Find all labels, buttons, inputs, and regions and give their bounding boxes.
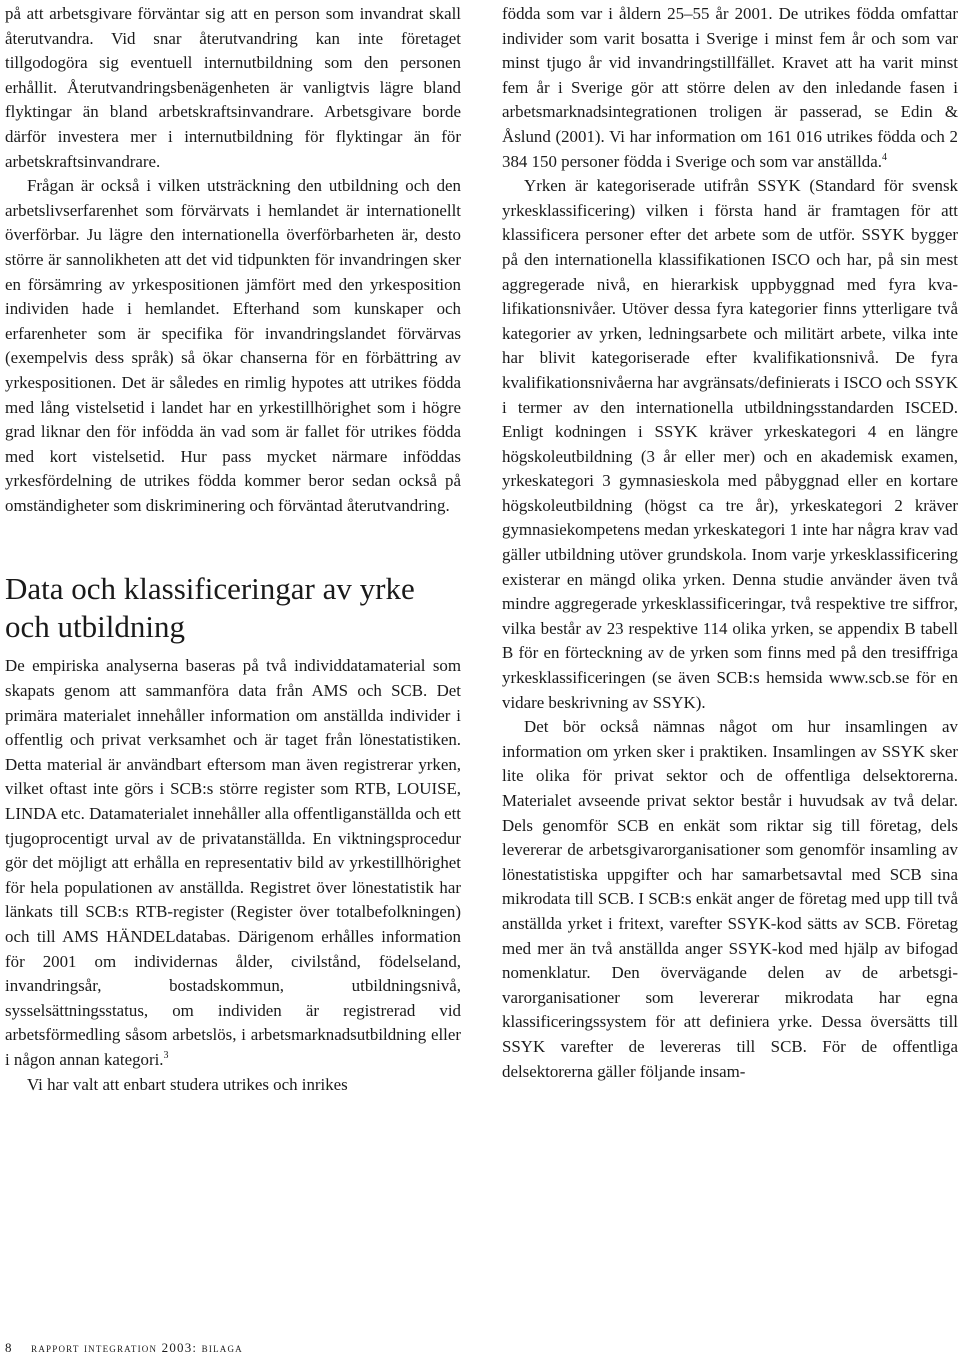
paragraph: Det bör också nämnas något om hur insamlingen av information om yrken sker i praktiken. Insamlingen av SSYK sker lite olika för privat sektor och de offentliga delsektorerna. Materialet avseende privat sektor består i huvudsak av två delar. Dels genomför SCB en enkät som riktar sig till företag, dels levererar de arbetsgivarorganisationer som genomför insamling av lönestatistiska uppgifter och har samarbetsavtal med SCB sina mikrodata till SCB. I SCB:s enkät anger de företag med upp till två anställda yrket i fritext, varefter SSYK-kod sätts av SCB. Företag med mer än två anställda anger SSYK-kod med hjälp av bifogad nomenklatur. Den övervägande delen av de arbetsgivarorganisationer som levererar mikrodata har egna klassificeringssystem för att definiera yrke. Dessa översätts till SSYK varefter de levereras till SCB. För de offentliga delsektorerna gäller följande insam- <box>502 717 958 1081</box>
running-title: rapport integration 2003: bilaga <box>31 1340 243 1355</box>
paragraph <box>5 654 461 1072</box>
paragraph <box>502 2 958 174</box>
page-number: 8 <box>5 1340 13 1355</box>
right-column <box>502 2 958 1084</box>
footnote-marker: 3 <box>163 1049 169 1061</box>
paragraph: på att arbetsgivare förväntar sig att en person som invandrat skall återutvandra. Vid snar återutvandring kan inte företaget tillgodogöra sig eventuell internutbildning som den personen erhållit. Återutvandringsbenägenheten är vanligtvis lägre bland flyktingar än bland arbetskraftsinvandrare. Arbetsgivare borde därför investera mer i internutbildning för flyktingar än för arbetskraftsinvandrare. <box>5 4 461 171</box>
section-heading: Data och klassificeringar av yrke och utbildning <box>5 571 415 645</box>
page-footer <box>5 1340 243 1356</box>
left-column <box>5 2 461 1097</box>
paragraph-text: födda som var i åldern 25–55 år 2001. De utrikes födda omfattar individer som varit bosatta i Sverige i minst fem år och som var minst tjugo år vid invandringstillfället. Kravet att ha varit minst fem år i Sverige gör att större delen av den inledande fasen i arbetsmarknadsintegrationen troligen är passerad, se Edin & Åslund (2001). Vi har information om 161 016 utrikes födda och 2 384 150 personer födda i Sverige och som var anställda. <box>502 4 958 171</box>
paragraph-text: De empiriska analyserna baseras på två individdatamaterial som skapats genom att sammanföra data från AMS och SCB. Det primära materialet innehåller information om anställda individer i offentlig och privat verksamhet och är taget från lönestatistiken. Detta material är användbart eftersom man även registrerar yrken, vilket oftast inte görs i SCB:s större register som RTB, LOUISE, LINDA etc. Datamaterialet innehåller alla offentliganställda och ett tjugoprocentigt urval av de privatanställda. En viktningsprocedur gör det möjligt att erhålla en representativ bild av yrkestillhörighet för hela populationen av anställda. Registret över lönestatistik har länkats till SCB:s RTB-register (Register över totalbefolkningen) och till AMS HÄNDELdatabas. Därigenom erhålles information för 2001 om individernas ålder, civilstånd, födelseland, invandringsår, bostadskommun, utbildningsnivå, sysselsättningsstatus, om individen är registrerad vid arbetsförmedling såsom arbetslös, i arbetsmarknadsutbildning eller i någon annan kategori. <box>5 656 461 1069</box>
paragraph: Yrken är kategoriserade utifrån SSYK (Standard för svensk yrkesklassificering) vilken i första hand är framtagen för att klassificera personer efter det arbete som de utför. SSYK bygger på den internationella klassifikationen ISCO och har, på sin mest aggregerade nivå, en hierarkisk uppbyggnad med fyra kvalifikationsnivåer. Utöver dessa fyra kategorier finns ytterligare två kategorier av yrken, ledningsarbete och militärt arbete, vilka inte har blivit kategoriserade efter kvalifikationsnivå. De fyra kvalifikationsnivåerna har avgränsats/definierats i ISCO och SSYK i termer av den internationella utbildningsstandarden ISCED. Enligt kodningen i SSYK kräver yrkeskategori 4 en längre högskoleutbildning (3 år eller mer) och en akademisk examen, yrkeskategori 3 gymnasieskola med påbyggnad eller en kortare högskoleutbildning (högst ca tre år), yrkeskategori 2 kräver gymnasiekompetens medan yrkeskategori 1 inte har några krav vad gäller utbildning utöver grundskola. Inom varje yrkesklassificering existerar en mängd olika yrken. Denna studie använder även två mindre aggregerade yrkesklassificeringar, två respektive tre siffror, vilka består av 23 respektive 114 olika yrken, se appendix B tabell B för en förteckning av de yrken som finns med på den tresiffriga yrkesklassificeringen (se även SCB:s hemsida www.scb.se för en vidare beskrivning av SSYK). <box>502 176 958 712</box>
footnote-marker: 4 <box>881 151 887 163</box>
paragraph: Frågan är också i vilken utsträckning den utbildning och den arbetslivserfarenhet som förvärvats i hemlandet är internationellt överförbar. Ju lägre den internationella överförbarheten är, desto större är sannolikheten att det vid tidpunkten för invandringen sker en försämring av yrkespositionen jämfört med den yrkesposition individen hade i hemlandet. Efterhand som kunskaper och erfarenheter som är specifika för invandringslandet förvärvas (exempelvis dess språk) så ökar chanserna för en förbättring av yrkespositionen. Det är således en rimlig hypotes att utrikes födda med lång vistelsetid i landet har en yrkestillhörighet som i högre grad liknar den för infödda än vad som är fallet för utrikes födda med kort vistelsetid. Hur pass mycket närmare inföddas yrkesfördelning de utrikes födda kommer beror sedan också på omständigheter som diskriminering och förväntad återutvandring. <box>5 176 461 515</box>
paragraph: Vi har valt att enbart studera utrikes och inrikes <box>27 1074 348 1094</box>
